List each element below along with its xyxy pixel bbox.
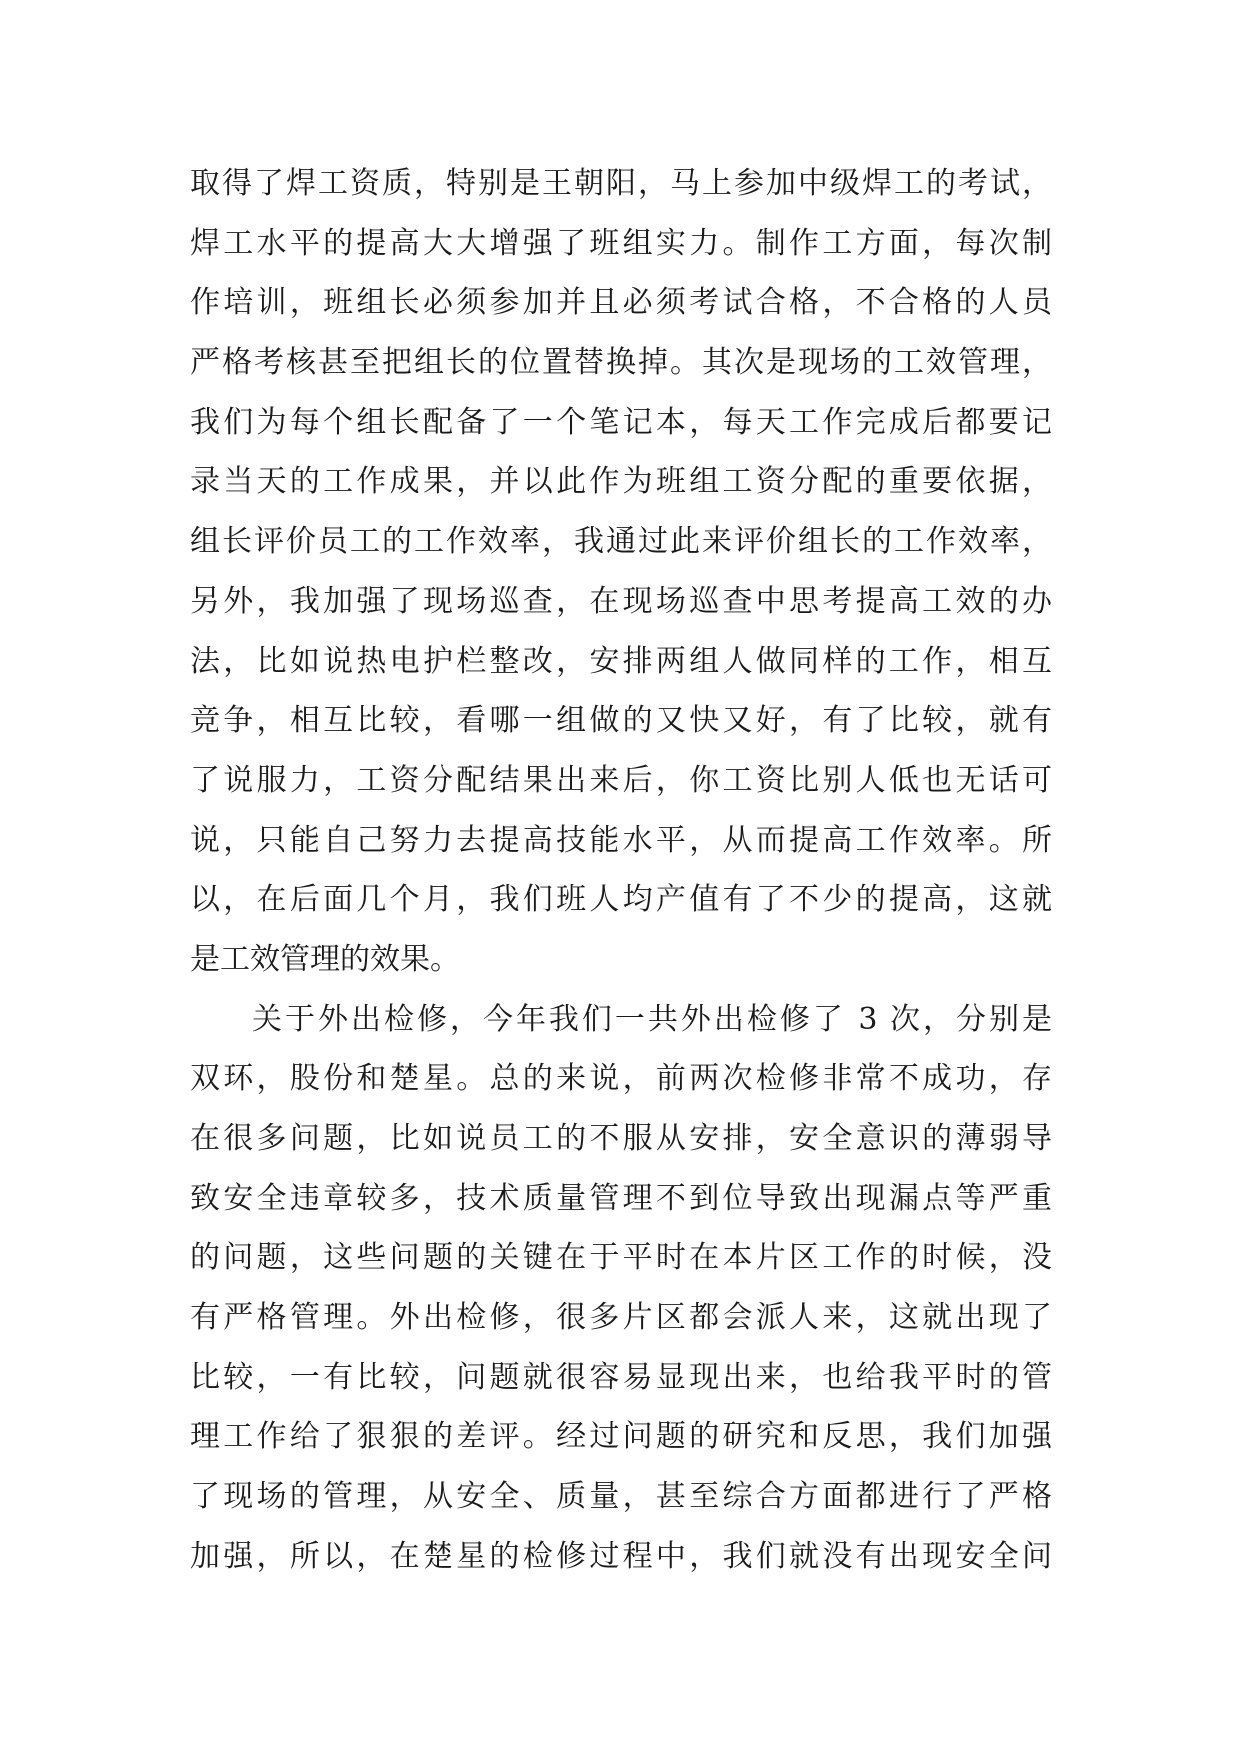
paragraph-1-line-12: 说，只能自己努力去提高技能水平，从而提高工作效率。所 xyxy=(190,822,1052,858)
paragraph-1-line-4: 严格考核甚至把组长的位置替换掉。其次是现场的工效管理， xyxy=(190,345,1052,381)
paragraph-2-line-4: 致安全违章较多，技术质量管理不到位导致出现漏点等严重 xyxy=(190,1180,1052,1216)
paragraph-1-line-7: 组长评价员工的工作效率，我通过此来评价组长的工作效率， xyxy=(190,524,1052,560)
paragraph-2-line-6: 有严格管理。外出检修，很多片区都会派人来，这就出现了 xyxy=(190,1300,1052,1336)
document-body xyxy=(190,154,1052,1587)
paragraph-1-line-8: 另外，我加强了现场巡查，在现场巡查中思考提高工效的办 xyxy=(190,583,1052,619)
paragraph-1-line-13: 以，在后面几个月，我们班人均产值有了不少的提高，这就 xyxy=(190,882,1052,918)
paragraph-2-line-9: 了现场的管理，从安全、质量，甚至综合方面都进行了严格 xyxy=(190,1479,1052,1515)
paragraph-2-line-8: 理工作给了狠狠的差评。经过问题的研究和反思，我们加强 xyxy=(190,1419,1052,1455)
paragraph-1-line-1: 取得了焊工资质，特别是王朝阳，马上参加中级焊工的考试， xyxy=(190,166,1052,201)
paragraph-1-line-9: 法，比如说热电护栏整改，安排两组人做同样的工作，相互 xyxy=(190,643,1052,679)
paragraph-2-line-3: 在很多问题，比如说员工的不服从安排，安全意识的薄弱导 xyxy=(190,1121,1052,1156)
paragraph-1-line-3: 作培训，班组长必须参加并且必须考试合格，不合格的人员 xyxy=(190,285,1052,321)
paragraph-2-line-10: 加强，所以，在楚星的检修过程中，我们就没有出现安全问 xyxy=(190,1538,1052,1574)
paragraph-1-line-5: 我们为每个组长配备了一个笔记本，每天工作完成后都要记 xyxy=(190,404,1052,440)
paragraph-1-line-2: 焊工水平的提高大大增强了班组实力。制作工方面，每次制 xyxy=(190,225,1052,261)
paragraph-1-line-11: 了说服力，工资分配结果出来后，你工资比别人低也无话可 xyxy=(190,762,1052,798)
paragraph-1-line-6: 录当天的工作成果，并以此作为班组工资分配的重要依据， xyxy=(190,464,1052,500)
paragraph-1-line-10: 竞争，相互比较，看哪一组做的又快又好，有了比较，就有 xyxy=(190,703,1052,739)
paragraph-2-line-1: 关于外出检修，今年我们一共外出检修了 3 次，分别是 xyxy=(252,1001,1052,1037)
paragraph-2-line-5: 的问题，这些问题的关键在于平时在本片区工作的时候，没 xyxy=(190,1240,1052,1276)
paragraph-2-line-2: 双环，股份和楚星。总的来说，前两次检修非常不成功，存 xyxy=(190,1061,1052,1097)
paragraph-1-line-14: 是工效管理的效果。 xyxy=(190,941,460,977)
paragraph-2-line-7: 比较，一有比较，问题就很容易显现出来，也给我平时的管 xyxy=(190,1359,1052,1395)
